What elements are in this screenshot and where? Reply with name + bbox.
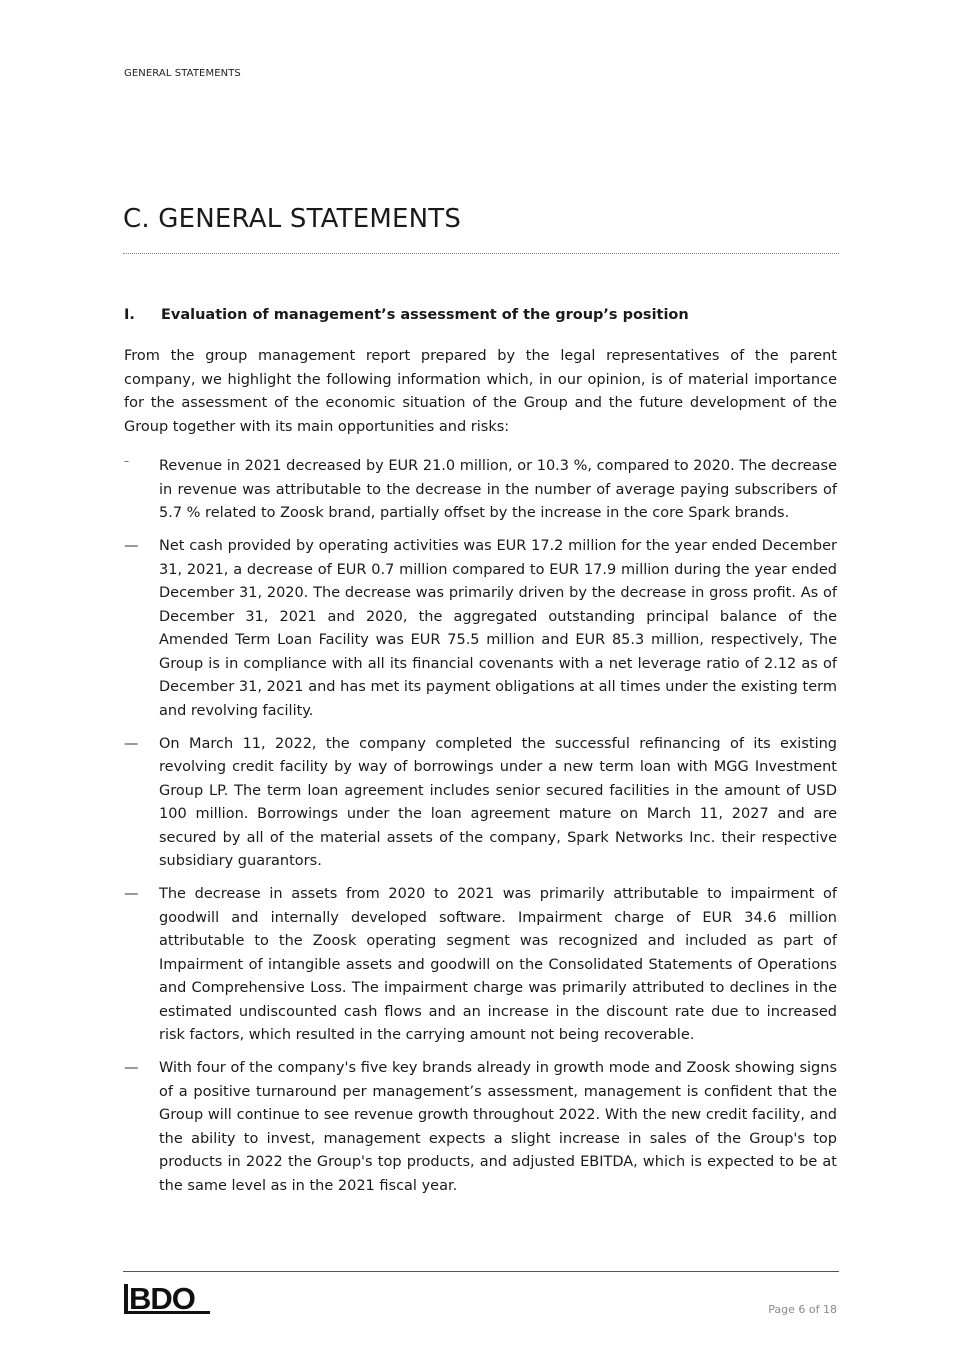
page-number: Page 6 of 18	[768, 1303, 837, 1316]
section-title: C. GENERAL STATEMENTS	[123, 204, 462, 234]
bullet-dash: –	[124, 456, 129, 467]
bullet-text: Net cash provided by operating activities was EUR 17.2 million for the year ended December 31, 2021, a decrease of EUR 0.7 million compared to EUR 17.9 million during the year ended December 31, 2020. The decrease was primarily driven by the decrease in gross profit. As of December 31, 2021 and 2020, the aggregated outstanding principal balance of the Amended Term Loan Facility was EUR 75.5 million and EUR 85.3 million, respectively, The Group is in compliance with all its financial covenants with a net leverage ratio of 2.12 as of December 31, 2021 and has met its payment obligations at all times under the existing term and revolving facility.	[159, 538, 837, 719]
bullet-text: Revenue in 2021 decreased by EUR 21.0 million, or 10.3 %, compared to 2020. The decrease in revenue was attributable to the decrease in the number of average paying subscribers of 5.7 % related to Zoosk brand, partially offset by the increase in the core Spark brands.	[159, 458, 837, 521]
footer-divider	[123, 1271, 839, 1272]
bullet-text: With four of the company's five key brands already in growth mode and Zoosk showing signs of a positive turnaround per management’s assessment, management is confident that the Group will continue to see revenue growth throughout 2022. With the new credit facility, and the ability to invest, management expects a slight increase in sales of the Group's top products in 2022 the Group's top products, and adjusted EBITDA, which is expected to be at the same level as in the 2021 fiscal year.	[159, 1060, 837, 1194]
bullet-dash: —	[124, 1060, 139, 1076]
list-item	[124, 883, 837, 1048]
subsection-number: I.	[124, 307, 135, 323]
bullet-dash: —	[124, 538, 139, 554]
list-item	[124, 455, 837, 526]
list-item	[124, 535, 837, 723]
bullet-text: The decrease in assets from 2020 to 2021 was primarily attributable to impairment of goodwill and internally developed software. Impairment charge of EUR 34.6 million attributable to the Zoosk operating segment was recognized and included as part of Impairment of intangible assets and goodwill on the Consolidated Statements of Operations and Comprehensive Loss. The impairment charge was primarily attributed to declines in the estimated undiscounted cash flows and an increase in the discount rate due to increased risk factors, which resulted in the carrying amount not being recoverable.	[159, 886, 837, 1043]
subsection-heading	[124, 307, 689, 323]
bullet-dash: —	[124, 886, 139, 902]
bullet-list	[124, 455, 837, 1208]
bdo-logo	[124, 1278, 210, 1316]
subsection-title: Evaluation of management’s assessment of the group’s position	[161, 307, 689, 323]
bullet-dash: —	[124, 735, 139, 752]
running-header: GENERAL STATEMENTS	[124, 68, 241, 79]
intro-paragraph: From the group management report prepared by the legal representatives of the parent company, we highlight the following information which, in our opinion, is of material importance for the assessment of the economic situation of the Group and the future development of the Group together with its main opportunities and risks:	[124, 348, 837, 435]
bullet-text: On March 11, 2022, the company completed the successful refinancing of its existing revolving credit facility by way of borrowings under a new term loan with MGG Investment Group LP. The term loan agreement includes senior secured facilities in the amount of USD 100 million. Borrowings under the loan agreement mature on March 11, 2027 and are secured by all of the material assets of the company, Spark Networks Inc. their respective subsidiary guarantors.	[159, 735, 837, 869]
logo-wordmark: BDO	[129, 1281, 195, 1316]
list-item	[124, 1057, 837, 1198]
list-item	[124, 733, 837, 874]
title-divider	[123, 253, 839, 254]
